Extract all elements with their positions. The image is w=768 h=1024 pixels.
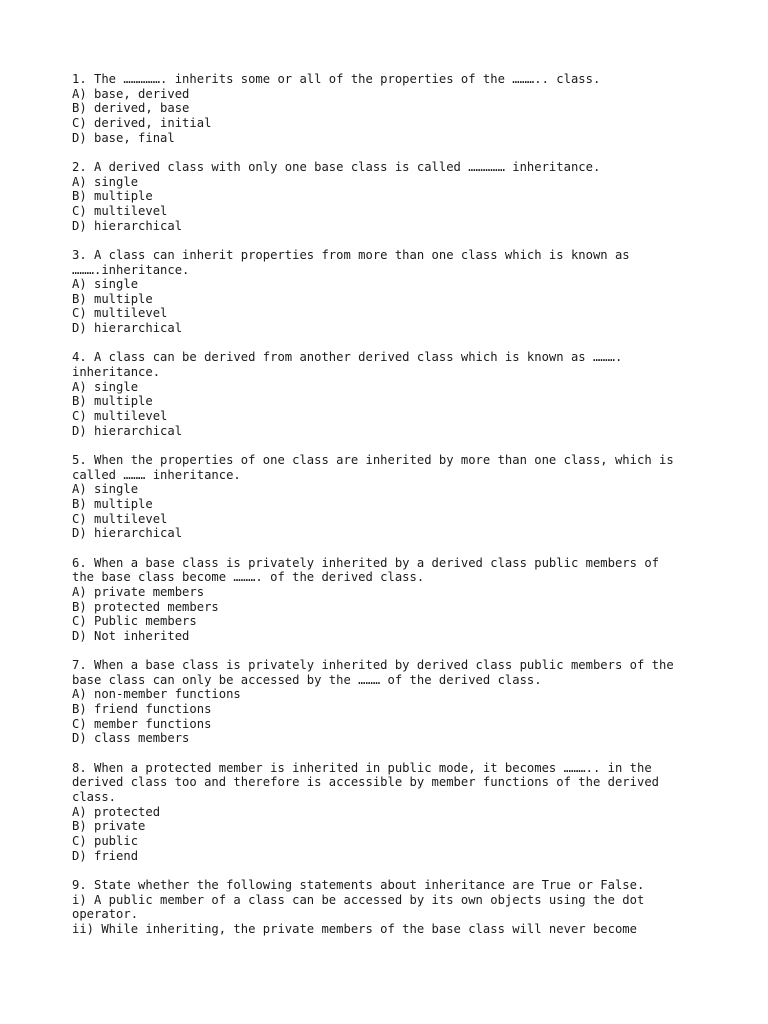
answer-option-b: B) protected members	[72, 599, 219, 614]
question-stem-line: 7. When a base class is privately inherited by derived class public members of the	[72, 658, 674, 673]
answer-option-d: D) base, final	[72, 130, 175, 145]
question-stem-line: class.	[72, 790, 117, 805]
answer-option-c: C) derived, initial	[72, 115, 212, 130]
answer-option-d: D) class members	[72, 731, 190, 746]
answer-option-a: A) single	[72, 174, 139, 189]
answer-option-a: A) single	[72, 277, 139, 292]
question-stem-line: inheritance.	[72, 365, 161, 380]
question-stem-line: 3. A class can inherit properties from more than one class which is known as	[72, 247, 630, 262]
answer-option-d: D) hierarchical	[72, 321, 183, 336]
question-stem-line: 8. When a protected member is inherited in public mode, it becomes ……….. in the	[72, 760, 652, 775]
question-stem-line: called ……… inheritance.	[72, 467, 241, 482]
question-stem-line: the base class become ………. of the derived class.	[72, 570, 425, 585]
answer-option-c: C) multilevel	[72, 203, 168, 218]
answer-option-a: A) single	[72, 482, 139, 497]
question-7	[72, 658, 702, 746]
document-page	[72, 72, 702, 951]
answer-option-a: A) single	[72, 379, 139, 394]
answer-option-d: D) friend	[72, 848, 139, 863]
question-stem-line: ……….inheritance.	[72, 262, 190, 277]
question-stem-line: 9. State whether the following statements about inheritance are True or False.	[72, 877, 645, 892]
question-4	[72, 350, 702, 438]
answer-option-d: D) Not inherited	[72, 628, 190, 643]
answer-option-b: B) multiple	[72, 496, 153, 511]
answer-option-c: C) multilevel	[72, 306, 168, 321]
question-stem-line: 1. The ……………. inherits some or all of the properties of the ……….. class.	[72, 72, 601, 86]
statement-line: operator.	[72, 907, 139, 922]
question-stem-line: 2. A derived class with only one base class is called …………… inheritance.	[72, 159, 601, 174]
question-9	[72, 878, 702, 937]
answer-option-c: C) Public members	[72, 614, 197, 629]
answer-option-d: D) hierarchical	[72, 423, 183, 438]
answer-option-b: B) derived, base	[72, 101, 190, 116]
question-stem-line: 5. When the properties of one class are inherited by more than one class, which is	[72, 453, 674, 467]
question-5	[72, 453, 702, 541]
question-1	[72, 72, 702, 145]
question-stem-line: base class can only be accessed by the ……… of the derived class.	[72, 672, 542, 687]
answer-option-c: C) public	[72, 834, 139, 849]
question-6	[72, 556, 702, 644]
answer-option-a: A) non-member functions	[72, 687, 241, 702]
answer-option-b: B) friend functions	[72, 702, 212, 717]
answer-option-c: C) multilevel	[72, 409, 168, 424]
answer-option-c: C) multilevel	[72, 511, 168, 526]
question-3	[72, 248, 702, 336]
answer-option-a: A) base, derived	[72, 86, 190, 101]
answer-option-a: A) private members	[72, 584, 205, 599]
answer-option-b: B) multiple	[72, 291, 153, 306]
answer-option-b: B) multiple	[72, 189, 153, 204]
question-stem-line: 6. When a base class is privately inherited by a derived class public members of	[72, 555, 659, 570]
answer-option-c: C) member functions	[72, 716, 212, 731]
question-stem-line: 4. A class can be derived from another derived class which is known as ……….	[72, 350, 623, 365]
question-8	[72, 761, 702, 864]
question-stem-line: derived class too and therefore is accessible by member functions of the derived	[72, 775, 659, 790]
answer-option-d: D) hierarchical	[72, 218, 183, 233]
answer-option-b: B) private	[72, 819, 146, 834]
statement-line: ii) While inheriting, the private members of the base class will never become	[72, 921, 637, 936]
answer-option-b: B) multiple	[72, 394, 153, 409]
statement-line: i) A public member of a class can be accessed by its own objects using the dot	[72, 892, 645, 907]
question-2	[72, 160, 702, 233]
answer-option-d: D) hierarchical	[72, 526, 183, 541]
answer-option-a: A) protected	[72, 804, 161, 819]
